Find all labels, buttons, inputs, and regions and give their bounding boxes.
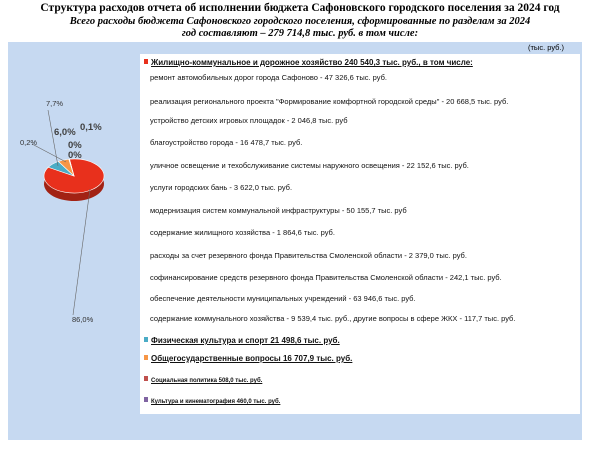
legend-swatch bbox=[144, 59, 148, 64]
legend-item: услуги городских бань - 3 622,0 тыс. руб. bbox=[150, 183, 293, 192]
legend-group-culture: Культура и кинематография 460,0 тыс. руб. bbox=[144, 397, 280, 405]
legend-item: устройство детских игровых площадок - 2 046,8 тыс. руб bbox=[150, 116, 348, 125]
pie-data-label: 0% bbox=[68, 140, 82, 151]
legend-item: расходы за счет резервного фонда Правительства Смоленской области - 2 379,0 тыс. руб. bbox=[150, 251, 467, 260]
legend-group-general: Общегосударственные вопросы 16 707,9 тыс. руб. bbox=[144, 354, 352, 363]
leader-line bbox=[48, 110, 58, 166]
legend-item: содержание коммунального хозяйства - 9 539,4 тыс. руб., другие вопросы в сфере ЖКХ - 117,7 тыс. руб. bbox=[150, 314, 516, 323]
leader-line bbox=[73, 189, 90, 315]
legend-item: благоустройство города - 16 478,7 тыс. руб. bbox=[150, 138, 303, 147]
legend-group-social: Социальная политика 508,0 тыс. руб. bbox=[144, 376, 262, 384]
legend-item: ремонт автомобильных дорог города Сафоново - 47 326,6 тыс. руб. bbox=[150, 73, 387, 82]
legend-item: обеспечение деятельности муниципальных учреждений - 63 946,6 тыс. руб. bbox=[150, 294, 416, 303]
legend-swatch bbox=[144, 376, 148, 381]
pie-data-label: 6,0% bbox=[54, 127, 76, 138]
legend-swatch bbox=[144, 337, 148, 342]
legend-swatch bbox=[144, 397, 148, 402]
pie-data-label: 86,0% bbox=[72, 315, 94, 324]
pie-chart bbox=[10, 54, 138, 414]
pie-data-label: 0,1% bbox=[80, 122, 102, 133]
legend-group-housing: Жилищно-коммунальное и дорожное хозяйство 240 540,3 тыс. руб., в том числе: bbox=[144, 58, 473, 67]
pie-data-label: 0,2% bbox=[20, 138, 38, 147]
chart-legend bbox=[140, 54, 580, 414]
subtitle bbox=[0, 16, 600, 40]
legend-item: софинансирование средств резервного фонда Правительства Смоленской области - 242,1 тыс. руб. bbox=[150, 273, 502, 282]
pie-data-label: 0% bbox=[68, 150, 82, 161]
legend-group-sport: Физическая культура и спорт 21 498,6 тыс. руб. bbox=[144, 336, 340, 345]
legend-swatch bbox=[144, 355, 148, 360]
legend-item: модернизация систем коммунальной инфраструктуры - 50 155,7 тыс. руб bbox=[150, 206, 407, 215]
pie-data-label: 7,7% bbox=[46, 99, 64, 108]
subtitle-line-1: Всего расходы бюджета Сафоновского городского поселения, сформированные по разделам за 2024 bbox=[69, 16, 531, 27]
legend-item: уличное освещение и техобслуживание системы наружного освещения - 22 152,6 тыс. руб. bbox=[150, 161, 469, 170]
legend-item: содержание жилищного хозяйства - 1 864,6 тыс. руб. bbox=[150, 228, 335, 237]
subtitle-line-2: год составляют – 279 714,8 тыс. руб. в том числе: bbox=[181, 28, 419, 39]
units-label: (тыс. руб.) bbox=[528, 43, 565, 52]
page-title: Структура расходов отчета об исполнении бюджета Сафоновского городского поселения за 2024 год bbox=[40, 2, 560, 14]
legend-item: реализация регионального проекта "Формирование комфортной городской среды" - 20 668,5 тыс. руб. bbox=[150, 97, 509, 106]
